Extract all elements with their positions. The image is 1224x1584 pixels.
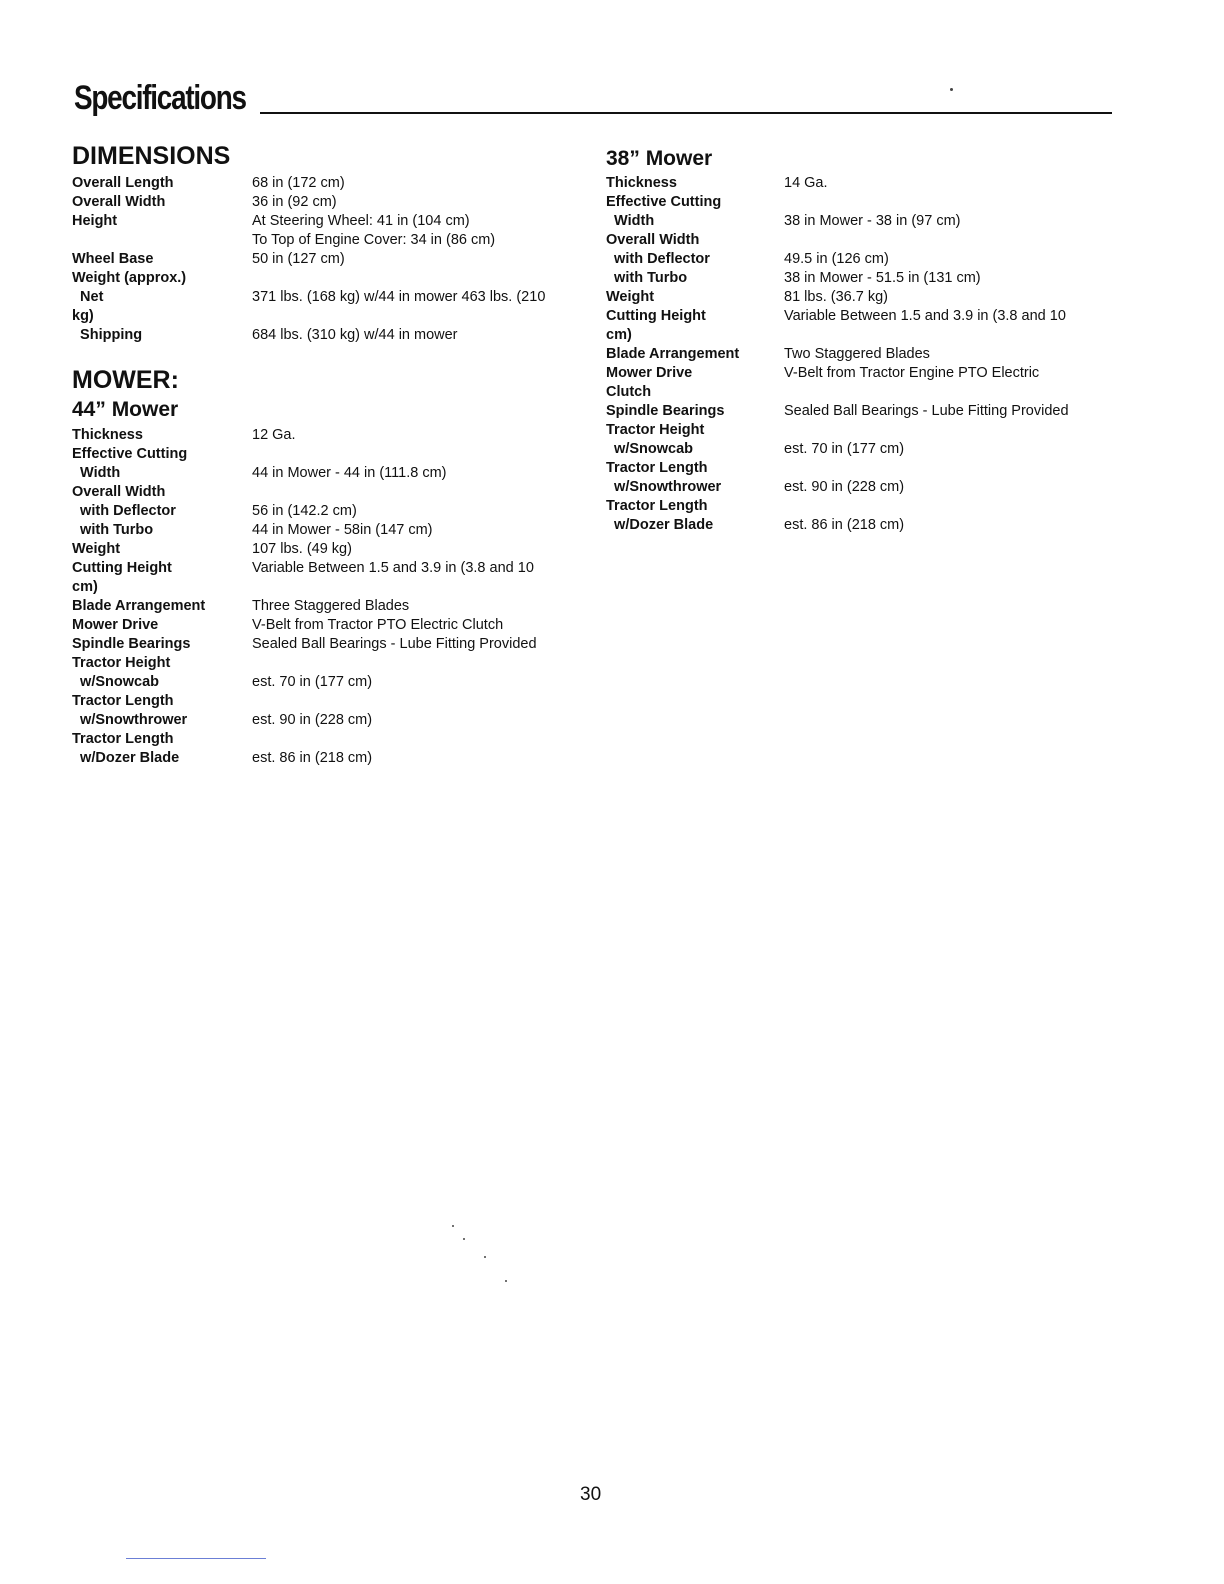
mower-44-table xyxy=(72,426,537,768)
spec-row xyxy=(72,212,545,231)
spec-value: 81 lbs. (36.7 kg) xyxy=(784,289,888,305)
scan-speck xyxy=(484,1256,486,1258)
spec-row xyxy=(606,326,1069,345)
spec-value: 14 Ga. xyxy=(784,175,828,191)
spec-row xyxy=(72,326,545,345)
spec-value: 56 in (142.2 cm) xyxy=(252,503,357,519)
spec-label: Clutch xyxy=(606,384,652,400)
bottom-rule xyxy=(126,1558,266,1559)
spec-row xyxy=(606,440,1069,459)
scan-speck xyxy=(950,88,953,91)
spec-label: with Turbo xyxy=(606,270,688,286)
spec-row xyxy=(72,464,537,483)
spec-label: with Turbo xyxy=(72,522,154,538)
spec-label: Thickness xyxy=(72,427,143,443)
spec-row xyxy=(606,402,1069,421)
spec-value: 38 in Mower - 51.5 in (131 cm) xyxy=(784,270,981,286)
spec-value: To Top of Engine Cover: 34 in (86 cm) xyxy=(252,232,496,248)
spec-label: Mower Drive xyxy=(72,617,159,633)
spec-label: Tractor Height xyxy=(72,655,171,671)
spec-label: Width xyxy=(72,465,121,481)
spec-value: est. 90 in (228 cm) xyxy=(784,479,905,495)
spec-row xyxy=(606,231,1069,250)
spec-row xyxy=(72,711,537,730)
spec-label: Tractor Length xyxy=(606,498,708,514)
spec-row xyxy=(72,193,545,212)
spec-row xyxy=(72,483,537,502)
spec-row xyxy=(72,288,545,307)
spec-label: Net xyxy=(72,289,104,305)
spec-value: 38 in Mower - 38 in (97 cm) xyxy=(784,213,961,229)
spec-value: 36 in (92 cm) xyxy=(252,194,337,210)
spec-row xyxy=(606,364,1069,383)
scan-speck xyxy=(452,1225,454,1227)
spec-value: 49.5 in (126 cm) xyxy=(784,251,889,267)
spec-label: Blade Arrangement xyxy=(72,598,206,614)
spec-row xyxy=(72,540,537,559)
spec-label: Tractor Height xyxy=(606,422,705,438)
spec-value: 50 in (127 cm) xyxy=(252,251,345,267)
mower-38-heading: 38” Mower xyxy=(606,147,713,170)
spec-row xyxy=(606,174,1069,193)
spec-row xyxy=(72,231,545,250)
spec-row xyxy=(606,307,1069,326)
spec-value: Variable Between 1.5 and 3.9 in (3.8 and 10 xyxy=(252,560,534,576)
spec-value: est. 70 in (177 cm) xyxy=(252,674,373,690)
spec-label: Thickness xyxy=(606,175,677,191)
spec-value: 68 in (172 cm) xyxy=(252,175,345,191)
spec-value: est. 86 in (218 cm) xyxy=(784,517,905,533)
spec-value: 684 lbs. (310 kg) w/44 in mower xyxy=(252,327,458,343)
spec-label: w/Snowcab xyxy=(606,441,694,457)
spec-row xyxy=(72,174,545,193)
spec-label: w/Snowthrower xyxy=(72,712,188,728)
spec-value: Three Staggered Blades xyxy=(252,598,410,614)
spec-row xyxy=(606,288,1069,307)
spec-row xyxy=(72,445,537,464)
spec-row xyxy=(72,635,537,654)
spec-label: Spindle Bearings xyxy=(606,403,725,419)
spec-row xyxy=(72,426,537,445)
spec-label: w/Dozer Blade xyxy=(606,517,714,533)
spec-label: Overall Length xyxy=(72,175,174,191)
spec-label: Weight (approx.) xyxy=(72,270,187,286)
spec-row xyxy=(606,516,1069,535)
spec-value: Sealed Ball Bearings - Lube Fitting Provided xyxy=(252,636,537,652)
spec-value: At Steering Wheel: 41 in (104 cm) xyxy=(252,213,470,229)
spec-label: with Deflector xyxy=(72,503,176,519)
spec-row xyxy=(606,250,1069,269)
spec-row xyxy=(606,345,1069,364)
title-rule xyxy=(260,112,1112,114)
spec-label: Tractor Length xyxy=(72,693,174,709)
spec-value: est. 90 in (228 cm) xyxy=(252,712,373,728)
spec-value: 44 in Mower - 58in (147 cm) xyxy=(252,522,433,538)
spec-row xyxy=(72,559,537,578)
spec-label: Cutting Height xyxy=(72,560,172,576)
spec-row xyxy=(72,307,545,326)
spec-label: Tractor Length xyxy=(606,460,708,476)
spec-value: Two Staggered Blades xyxy=(784,346,930,362)
spec-label: Overall Width xyxy=(606,232,700,248)
spec-label: w/Snowthrower xyxy=(606,479,722,495)
spec-row xyxy=(606,383,1069,402)
spec-row xyxy=(72,673,537,692)
spec-row xyxy=(72,616,537,635)
spec-row xyxy=(72,654,537,673)
spec-value: 44 in Mower - 44 in (111.8 cm) xyxy=(252,465,447,481)
mower-38-table xyxy=(606,174,1069,535)
spec-label: Height xyxy=(72,213,118,229)
spec-label: Mower Drive xyxy=(606,365,693,381)
spec-row xyxy=(606,269,1069,288)
spec-value: V-Belt from Tractor PTO Electric Clutch xyxy=(252,617,504,633)
spec-row xyxy=(606,421,1069,440)
spec-value: est. 86 in (218 cm) xyxy=(252,750,373,766)
spec-value: V-Belt from Tractor Engine PTO Electric xyxy=(784,365,1040,381)
spec-row xyxy=(606,193,1069,212)
mower-44-heading: 44” Mower xyxy=(72,398,179,421)
mower-heading: MOWER: xyxy=(72,366,179,394)
spec-value: 107 lbs. (49 kg) xyxy=(252,541,352,557)
spec-label: Weight xyxy=(72,541,121,557)
spec-label: Overall Width xyxy=(72,484,166,500)
spec-label: Cutting Height xyxy=(606,308,706,324)
scan-speck xyxy=(463,1238,465,1240)
spec-value: Sealed Ball Bearings - Lube Fitting Provided xyxy=(784,403,1069,419)
spec-row xyxy=(72,269,545,288)
spec-row xyxy=(72,730,537,749)
dimensions-table xyxy=(72,174,545,345)
spec-label: Tractor Length xyxy=(72,731,174,747)
spec-label: Blade Arrangement xyxy=(606,346,740,362)
spec-row xyxy=(72,502,537,521)
spec-row xyxy=(606,459,1069,478)
spec-value: est. 70 in (177 cm) xyxy=(784,441,905,457)
spec-value: 12 Ga. xyxy=(252,427,296,443)
spec-row xyxy=(72,749,537,768)
spec-row xyxy=(606,212,1069,231)
spec-row xyxy=(72,521,537,540)
spec-label: cm) xyxy=(606,327,632,343)
spec-row xyxy=(72,597,537,616)
spec-row xyxy=(606,478,1069,497)
spec-label: kg) xyxy=(72,308,94,324)
spec-label: Width xyxy=(606,213,655,229)
spec-label: Effective Cutting xyxy=(72,446,188,462)
page-number: 30 xyxy=(580,1484,602,1505)
scan-speck xyxy=(505,1280,507,1282)
spec-value: 371 lbs. (168 kg) w/44 in mower 463 lbs. (210 xyxy=(252,289,546,305)
spec-label: Overall Width xyxy=(72,194,166,210)
spec-label: Spindle Bearings xyxy=(72,636,191,652)
spec-label: Effective Cutting xyxy=(606,194,722,210)
spec-label: w/Dozer Blade xyxy=(72,750,180,766)
spec-row xyxy=(72,692,537,711)
spec-value: Variable Between 1.5 and 3.9 in (3.8 and 10 xyxy=(784,308,1066,324)
dimensions-heading: DIMENSIONS xyxy=(72,142,231,170)
spec-label: Shipping xyxy=(72,327,143,343)
spec-row xyxy=(606,497,1069,516)
spec-row xyxy=(72,578,537,597)
spec-label: Wheel Base xyxy=(72,251,154,267)
spec-label: w/Snowcab xyxy=(72,674,160,690)
page-title: Specifications xyxy=(74,79,246,117)
spec-label: cm) xyxy=(72,579,98,595)
spec-row xyxy=(72,250,545,269)
spec-label: Weight xyxy=(606,289,655,305)
spec-label: with Deflector xyxy=(606,251,710,267)
